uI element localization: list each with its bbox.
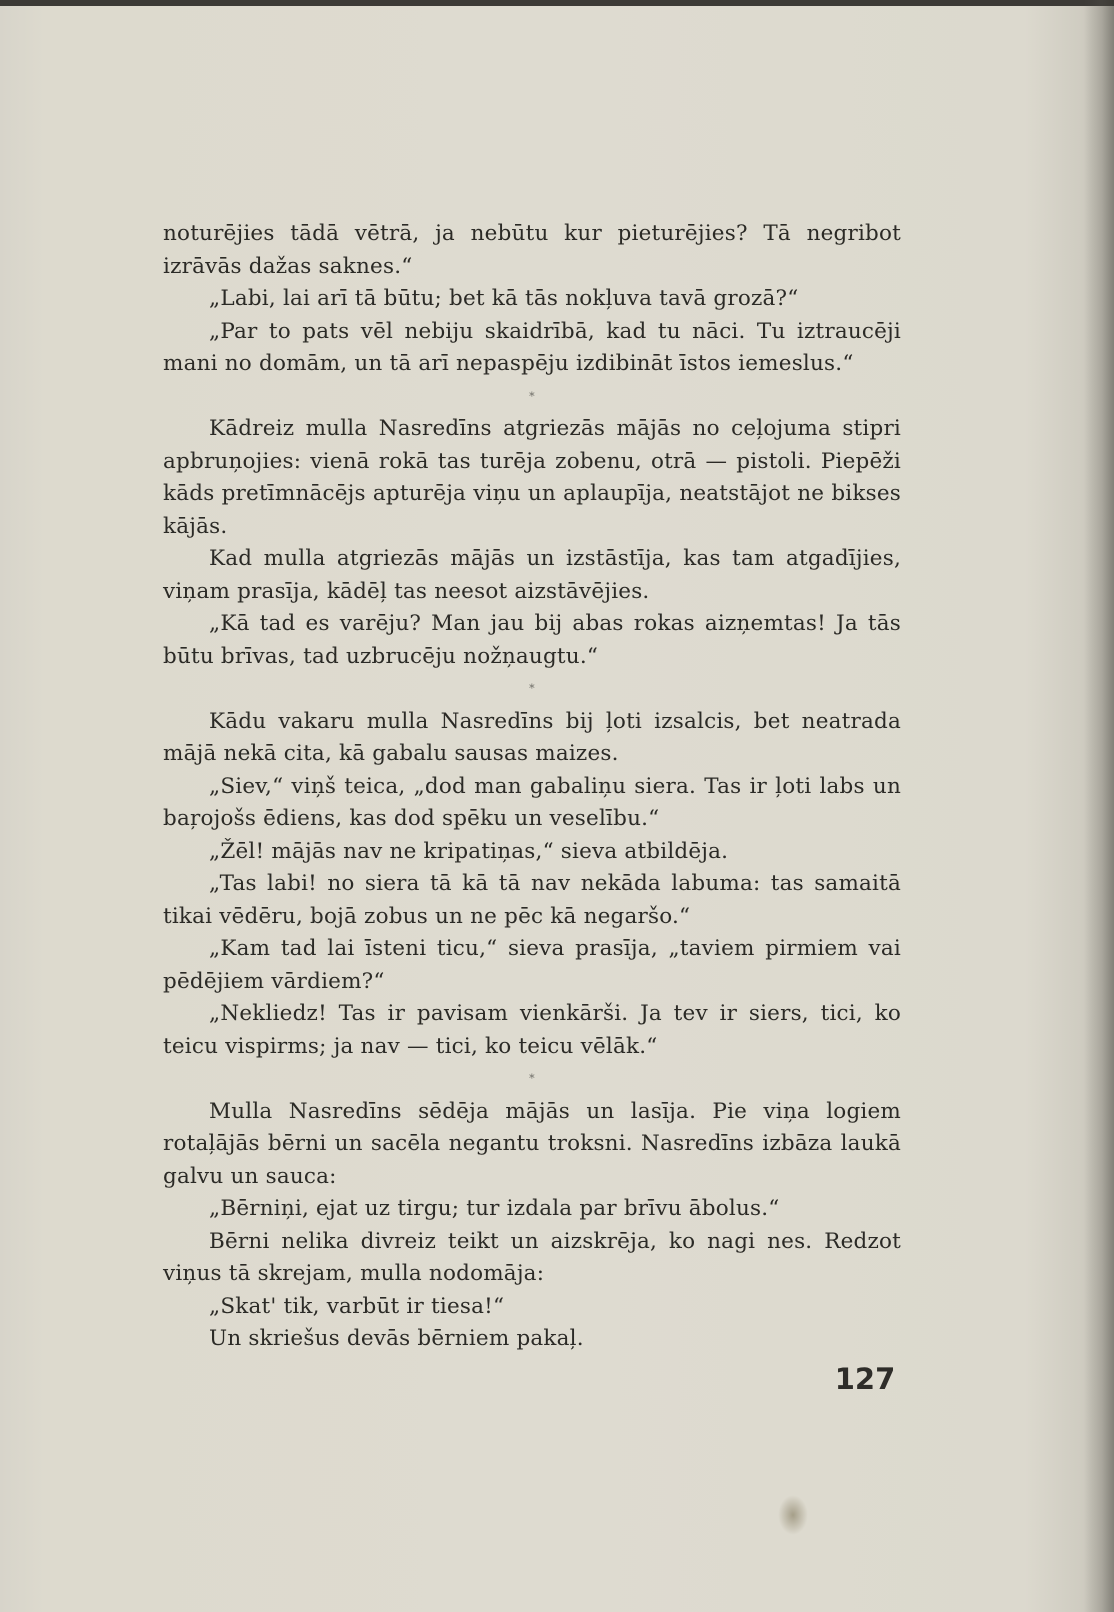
paragraph: „Bērniņi, ejat uz tirgu; tur izdala par brīvu ābolus.“ (209, 1196, 780, 1221)
section-divider: * (529, 389, 535, 403)
paragraph: Un skriešus devās bērniem pakaļ. (209, 1326, 584, 1351)
page-number: 127 (834, 1362, 896, 1396)
page-top-edge (0, 0, 1114, 6)
paragraph: Bērni nelika divreiz teikt un aizskrēja, ko nagi nes. Redzot viņus tā skrejam, mulla nodomāja: (163, 1228, 901, 1286)
text-line: izrāvās dažas saknes.“ (163, 253, 413, 279)
paragraph: „Tas labi! no siera tā kā tā nav nekāda labuma: tas samaitā tikai vēdēru, bojā zobus un ne pēc kā negaršo.“ (163, 871, 901, 929)
paragraph: „Nekliedz! Tas ir pavisam vienkārši. Ja tev ir siers, tici, ko teicu vispirms; ja nav — tici, ko teicu vēlāk.“ (163, 1001, 901, 1059)
page-right-edge-shadow (1084, 0, 1114, 1612)
paragraph: „Par to pats vēl nebiju skaidrībā, kad tu nāci. Tu iztraucēji mani no domām, un tā arī nepaspēju izdibināt īstos iemeslus.“ (163, 318, 901, 376)
paragraph: „Kam tad lai īsteni ticu,“ sieva prasīja, „taviem pirmiem vai pēdējiem vārdiem?“ (163, 936, 901, 994)
paragraph: „Kā tad es varēju? Man jau bij abas rokas aizņemtas! Ja tās būtu brīvas, tad uzbrucēju nožņaugtu.“ (163, 611, 901, 669)
paragraph: „Skat' tik, varbūt ir tiesa!“ (209, 1293, 505, 1319)
paragraph: Kad mulla atgriezās mājās un izstāstīja, kas tam atgadījies, viņam prasīja, kādēļ tas neesot aizstāvējies. (163, 546, 901, 604)
paragraph: „Žēl! mājās nav ne kripatiņas,“ sieva atbildēja. (209, 838, 729, 864)
paragraph: „Siev,“ viņš teica, „dod man gabaliņu siera. Tas ir ļoti labs un baŗojošs ēdiens, kas dod spēku un veselību.“ (163, 773, 901, 831)
section-divider: * (529, 682, 535, 695)
paragraph: Mulla Nasredīns sēdēja mājās un lasīja. Pie viņa logiem rotaļājās bērni un sacēla negantu troksni. Nasredīns izbāza laukā galvu un sauca: (163, 1098, 901, 1189)
paragraph: Kādreiz mulla Nasredīns atgriezās mājās no ceļojuma stipri apbruņojies: vienā rokā tas turēja zobenu, otrā — pistoli. Piepēži kāds pretīmnācējs apturēja viņu un aplaupīja, neatstājot ne bikses kājās. (163, 416, 901, 539)
paragraph: „Labi, lai arī tā būtu; bet kā tās nokļuva tavā grozā?“ (209, 286, 799, 311)
page-text (163, 218, 901, 1356)
paper-smudge (778, 1495, 808, 1535)
text-line: noturējies tādā vētrā, ja nebūtu kur pieturējies? Tā negribot (163, 221, 901, 246)
section-divider: * (529, 1072, 535, 1085)
paragraph: Kādu vakaru mulla Nasredīns bij ļoti izsalcis, bet neatrada mājā nekā cita, kā gabalu sausas maizes. (163, 708, 901, 766)
